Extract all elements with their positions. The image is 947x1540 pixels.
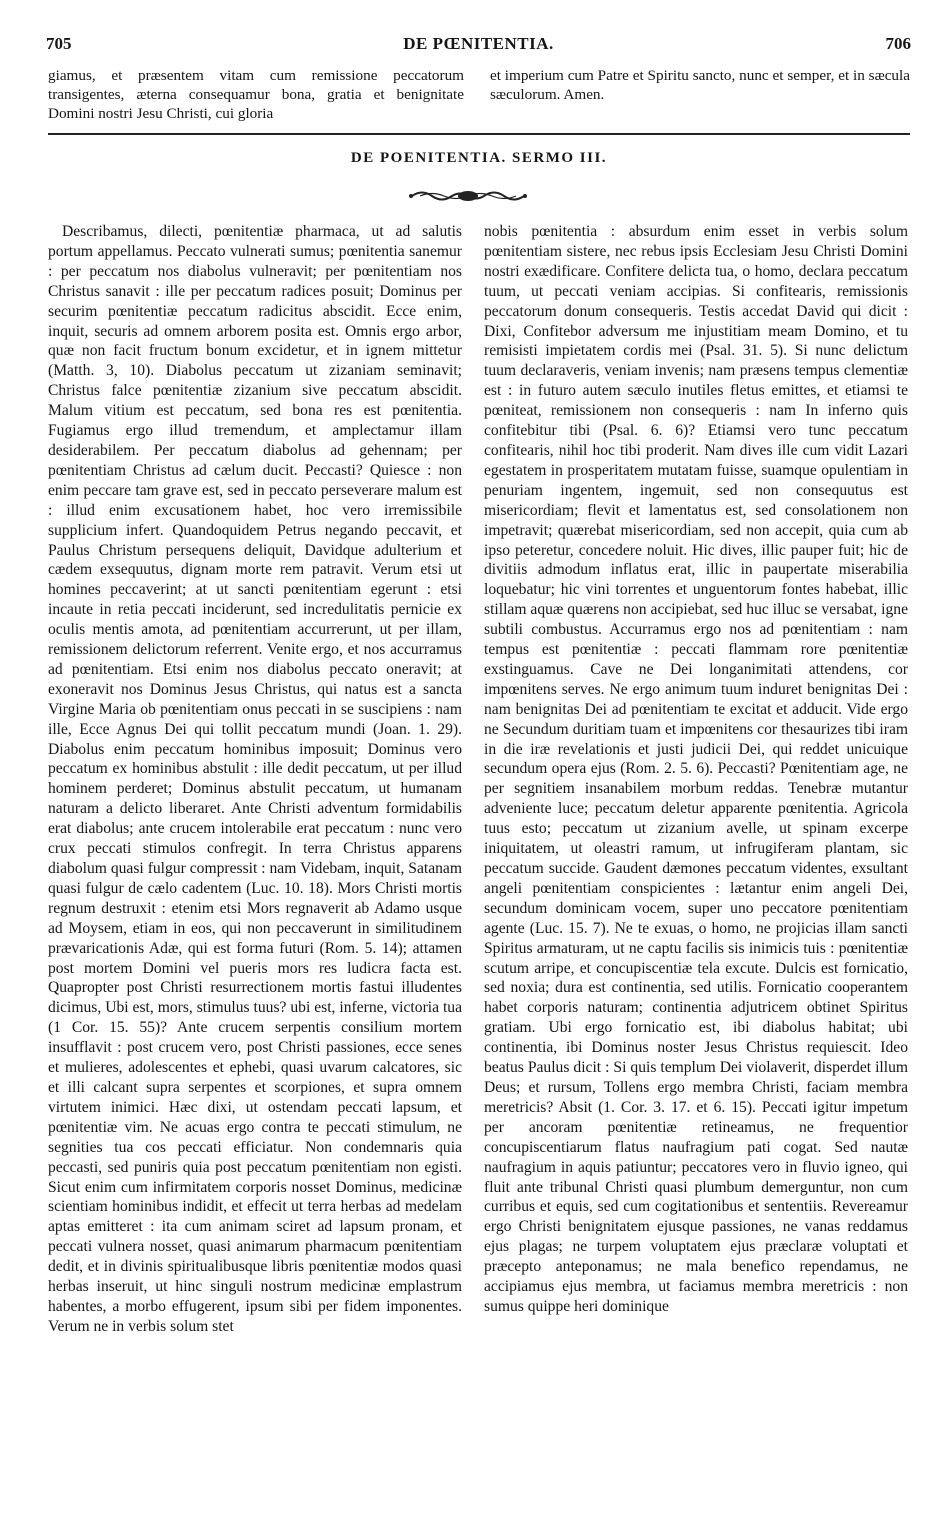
text-column-right: nobis pœnitentia : absurdum enim esset in verbis solum pœnitentiam sistere, nec rebus ipsis Ecclesiam Jesu Christi Domini nostri exædificare. Confitere delicta tua, o homo, declara peccatum tuum, ut peccati veniam accipias. Si confitearis, remissionis peccatorum donum consequeris. Testis accedat David qui dicit : Dixi, Confitebor adversum me injustitiam meam Domino, et tu remisisti impietatem cordis mei (Psal. 31. 5). Si nunc delictum tuum declaraveris, veniam invenis; nam præsens tempus clementiæ est : in futuro autem sæculo inutiles fletus emittes, et etiamsi te pœniteat, remissionem non consequeris : nam In inferno quis confitebitur tibi (Psal. 6. 6)? Etiamsi vero tunc peccatum confitearis, nihil hoc tibi proderit. Nam dives ille cum vidit Lazari egestatem in prosperitatem mutatam fuisse, suamque opulentiam in penuriam ingentem, ingemuit, sed non consequutus est misericordiam; flevit et lamentatus est, sed consolationem non impetravit; quærebat misericordiam, sed non accepit, quia cum ab ipso peteretur, concedere noluit. Hic dives, illic pauper fuit; hic de divitiis admodum inflatus erat, illic in paupertate miserabilia loquebatur; hic vini torrentes et unguentorum fontes habebat, illic stillam aquæ quærens non accipiebat, sed huc illuc se versabat, igne subtili combustus. Accurramus ergo nos ad pœnitentiam : nam tempus est pœnitentiæ : peccati flammam rore pœnitentiæ exstinguamus. Cave ne Dei longanimitati attendens, cor impœnitens serves. Ne ergo animum tuum induret benignitas Dei : nam benignitas Dei ad pœnitentiam te excitat et adducit. Vide ergo ne Secundum duritiam tuam et impœnitens cor thesaurizes tibi iram in die iræ revelationis et justi judicii Dei, qui reddet unicuique secundum opera ejus (Rom. 2. 5. 6). Peccasti? Pœnitentiam age, ne per segnitiem insanabilem morbum reddas. Tenebræ mutantur adveniente luce; peccatum deletur apparente pœnitentia. Agricola tuus esto; peccatum ut zizanium avelle, ut spinam excerpe iniquitatem, ut oleastri ramum, ut infrugiferam plantam, sic peccatum succide. Gaudent dæmones peccatum videntes, exsultant angeli pœnitentiam conspicientes : lætantur enim angeli Dei, secundum dominicam vocem, super uno peccatore pœnitentiam agente (Luc. 15. 7). Ne te exuas, o homo, ne projicias illam sancti Spiritus armaturam, ut ne captu facilis sis inimicis tuis : pœnitentiæ scutum arripe, et concupiscentiæ tela excute. Dulcis est fornicatio, sed noxia; dura est continentia, sed utilis. Fornicatio cooperantem habet corporis naturam; continentia adjutricem obtinet Spiritus gratiam. Ubi ergo fornicatio est, ibi diabolus habitat; ubi continentia, ibi Dominus noster Jesus Christus requiescit. Ideo beatus Paulus dicit : Si quis templum Dei violaverit, disperdet illum Deus; et rursum, Tollens ergo membra Christi, faciam membra meretricis? Absit (1. Cor. 3. 17. et 6. 15). Peccati igitur impetum per ancoram pœnitentiæ retineamus, ne frequentior concupiscentiarum flatus naufragium pati cogat. Sed nautæ naufragium in aquis patiuntur; peccatores vero in fluvio igneo, qui fluit ante tribunal Christi quasi plumbum demerguntur, non cum curribus et equis, sed cum cogitationibus et sententiis. Revereamur ergo Christi benignitatem ejusque passiones, ne vanas reddamus ejus plagas; ne turpem voluptatem ejus præclaræ voluptati et præcepto anteponamus; ne mala benefico rependamus, ne accipiamus ejus membra, ut faciamus membra meretricis : non sumus quippe heri dominique: [484, 223, 908, 1315]
running-header: [46, 34, 911, 56]
text-column-left: Describamus, dilecti, pœnitentiæ pharmaca, ut ad salutis portum appellamus. Peccato vulnerati sumus; pœnitentia sanemur : per peccatum nos diabolus vulneravit; per pœnitentiam nos Christus sanavit : ille per peccatum radices posuit; Dominus per securim pœnitentiæ peccatum radicitus abscidit. Ecce enim, inquit, securis ad omnem arborem posita est. Omnis ergo arbor, quæ non facit fructum bonum excidetur, et in ignem mittetur (Matth. 3, 10). Diabolus peccatum ut zizaniam seminavit; Christus falce pœnitentiæ zizanium sive peccatum abscidit. Malum vitium est peccatum, sed bona res est pœnitentia. Fugiamus ergo illud tremendum, et amplectamur illam desiderabilem. Per peccatum diabolus ad gehennam; per pœnitentiam Christus ad cælum ducit. Peccasti? Quiesce : non enim peccare tam grave est, sed in peccato perseverare malum est : illud enim excusationem habet, hoc vero irremissibile supplicium infert. Quandoquidem Petrus negando peccavit, et Paulus Christum persequens deliquit, Davidque adulterium et cædem exsequutus, dignam morte rem patravit. Verum etsi ut homines peccaverint; at ut sancti pœnitentiam egerunt : etsi incaute in retia peccati inciderunt, sed incredulitatis pernicie ex oculis mentis amota, ad pœnitentiam accurrerunt, ut per illam, remissionem delictorum referrent. Venite ergo, et nos accurramus ad pœnitentiam. Etsi enim nos diabolus peccato oneravit; at exoneravit nos Dominus Jesus Christus, qui natus est a sancta Virgine Maria ob pœnitentiam onus peccati in se suscipiens : nam ille, Ecce Agnus Dei qui tollit peccatum mundi (Joan. 1. 29). Diabolus enim peccatum hominibus imposuit; Dominus vero peccatum ex hominibus abstulit : ille dedit peccatum, ut per illud hominem perderet; Dominus abstulit peccatum, ut humanam naturam a delicto liberaret. Ante Christi adventum formidabilis erat diabolus; ante crucem intolerabile erat peccatum : nunc vero crux peccati stimulos confregit. In terra Christus apparens diabolum quasi fulgur compressit : nam Videbam, inquit, Satanam quasi fulgur de cælo cadentem (Luc. 10. 18). Mors Christi mortis regnum destruxit : etenim etsi Mors regnaverit ab Adamo usque ad Moysem, etiam in eos, qui non peccaverunt in similitudinem prævaricationis Adæ, qui est forma futuri (Rom. 5. 14); attamen post mortem Domini vel pueris mors res ludicra facta est. Quapropter post Christi resurrectionem mortis fastui illudentes dicimus, Ubi est, mors, stimulus tuus? ubi est, inferne, victoria tua (1 Cor. 15. 55)? Ante crucem serpentis consilium mortem insufflavit : post crucem vero, post Christi passiones, ecce senes et mulieres, adolescentes et ephebi, quasi uvarum calcatores, sic et illi calcant supra serpentes et scorpiones, et supra omnem virtutem inimici. Hæc dixi, ut ostendam peccati lapsum, et pœnitentiæ vim. Ne acuas ergo contra te peccati stimulum, ne segnities tua cos peccati efficiatur. Non condemnaris quia peccasti, sed puniris quia post peccatum pœnitentiam non egisti. Sicut enim cum infirmitatem corporis nosset Dominus, medicinæ scientiam hominibus indidit, et effecit ut terra herbas ad medelam aptas emitteret : ita cum animam sciret ad lapsum pronam, et peccati vulnera nosset, quasi animarum pharmacum pœnitentiam dedit, et in divinis spiritualibusque libris pœnitentiæ modos quasi herbas inseruit, ut hinc singuli nostrum medicinæ emplastrum habentes, a morbo effugerent, ipsum sibi per fidem imponentes. Verum ne in verbis solum stet: [48, 223, 462, 1335]
ornament-icon: [408, 188, 528, 204]
page-number-right: 706: [885, 34, 911, 53]
section-divider: [48, 133, 910, 135]
running-title: DE PŒNITENTIA.: [403, 34, 554, 53]
continuation-text-left: giamus, et præsentem vitam cum remissione peccatorum transigentes, æterna consequamur bona, gratia et benignitate Domini nostri Jesu Christi, cui gloria: [48, 67, 464, 122]
continuation-text-right: et imperium cum Patre et Spiritu sancto, nunc et semper, et in sæcula sæculorum. Amen.: [490, 67, 910, 103]
page-number-left: 705: [46, 34, 72, 53]
sermon-title: DE POENITENTIA. SERMO III.: [350, 150, 608, 166]
